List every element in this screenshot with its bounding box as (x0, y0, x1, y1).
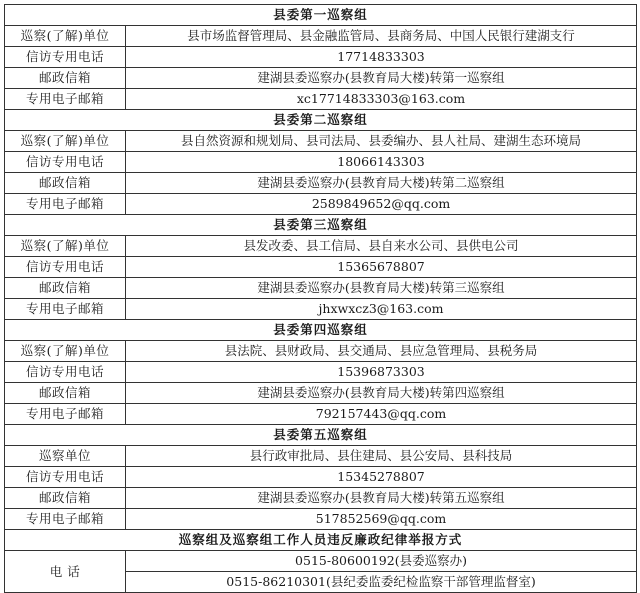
row-value: 建湖县委巡察办(县教育局大楼)转第四巡察组 (126, 383, 637, 404)
report-title-row (5, 530, 637, 551)
row-label: 专用电子邮箱 (5, 404, 126, 425)
row-value: 建湖县委巡察办(县教育局大楼)转第三巡察组 (126, 278, 637, 299)
report-phone-1: 0515-80600192(县委巡察办) (126, 551, 637, 572)
row-value: 县发改委、县工信局、县自来水公司、县供电公司 (126, 236, 637, 257)
unit-row (5, 26, 637, 47)
row-label: 巡察(了解)单位 (5, 341, 126, 362)
row-label: 邮政信箱 (5, 383, 126, 404)
row-label: 专用电子邮箱 (5, 194, 126, 215)
group-title: 县委第一巡察组 (5, 5, 637, 26)
mailbox-row (5, 173, 637, 194)
row-label: 信访专用电话 (5, 47, 126, 68)
report-title: 巡察组及巡察组工作人员违反廉政纪律举报方式 (5, 530, 637, 551)
group-title-row (5, 425, 637, 446)
group-title-row (5, 320, 637, 341)
row-label: 专用电子邮箱 (5, 299, 126, 320)
row-label: 巡察(了解)单位 (5, 236, 126, 257)
mailbox-row (5, 383, 637, 404)
row-label: 邮政信箱 (5, 68, 126, 89)
group-title: 县委第四巡察组 (5, 320, 637, 341)
email-row (5, 509, 637, 530)
row-value: 建湖县委巡察办(县教育局大楼)转第二巡察组 (126, 173, 637, 194)
row-value: 县市场监督管理局、县金融监管局、县商务局、中国人民银行建湖支行 (126, 26, 637, 47)
table-body (5, 5, 637, 530)
row-label: 巡察单位 (5, 446, 126, 467)
unit-row (5, 341, 637, 362)
row-value: jhxwxcz3@163.com (126, 299, 637, 320)
group-title-row (5, 110, 637, 131)
email-row (5, 404, 637, 425)
email-row (5, 299, 637, 320)
row-value: 17714833303 (126, 47, 637, 68)
phone-row (5, 47, 637, 68)
row-value: 517852569@qq.com (126, 509, 637, 530)
inspection-contact-table (4, 4, 637, 593)
row-value: 建湖县委巡察办(县教育局大楼)转第一巡察组 (126, 68, 637, 89)
group-title: 县委第二巡察组 (5, 110, 637, 131)
report-phone-label: 电 话 (5, 551, 126, 593)
row-value: 18066143303 (126, 152, 637, 173)
row-value: 县自然资源和规划局、县司法局、县委编办、县人社局、建湖生态环境局 (126, 131, 637, 152)
group-title: 县委第五巡察组 (5, 425, 637, 446)
row-value: 2589849652@qq.com (126, 194, 637, 215)
row-label: 专用电子邮箱 (5, 89, 126, 110)
row-value: 15345278807 (126, 467, 637, 488)
row-label: 巡察(了解)单位 (5, 26, 126, 47)
row-value: 15396873303 (126, 362, 637, 383)
row-label: 邮政信箱 (5, 278, 126, 299)
row-value: 792157443@qq.com (126, 404, 637, 425)
mailbox-row (5, 278, 637, 299)
email-row (5, 89, 637, 110)
phone-row (5, 257, 637, 278)
row-value: xc17714833303@163.com (126, 89, 637, 110)
row-label: 信访专用电话 (5, 152, 126, 173)
email-row (5, 194, 637, 215)
row-label: 专用电子邮箱 (5, 509, 126, 530)
row-label: 巡察(了解)单位 (5, 131, 126, 152)
unit-row (5, 446, 637, 467)
phone-row (5, 467, 637, 488)
report-phone-2: 0515-86210301(县纪委监委纪检监察干部管理监督室) (126, 572, 637, 593)
report-phone-row-1 (5, 551, 637, 572)
row-value: 县法院、县财政局、县交通局、县应急管理局、县税务局 (126, 341, 637, 362)
row-label: 信访专用电话 (5, 467, 126, 488)
row-value: 县行政审批局、县住建局、县公安局、县科技局 (126, 446, 637, 467)
unit-row (5, 131, 637, 152)
row-label: 信访专用电话 (5, 362, 126, 383)
row-value: 15365678807 (126, 257, 637, 278)
group-title-row (5, 5, 637, 26)
row-label: 邮政信箱 (5, 488, 126, 509)
phone-row (5, 362, 637, 383)
mailbox-row (5, 488, 637, 509)
phone-row (5, 152, 637, 173)
group-title: 县委第三巡察组 (5, 215, 637, 236)
row-label: 信访专用电话 (5, 257, 126, 278)
unit-row (5, 236, 637, 257)
row-value: 建湖县委巡察办(县教育局大楼)转第五巡察组 (126, 488, 637, 509)
group-title-row (5, 215, 637, 236)
report-section (5, 530, 637, 593)
row-label: 邮政信箱 (5, 173, 126, 194)
mailbox-row (5, 68, 637, 89)
